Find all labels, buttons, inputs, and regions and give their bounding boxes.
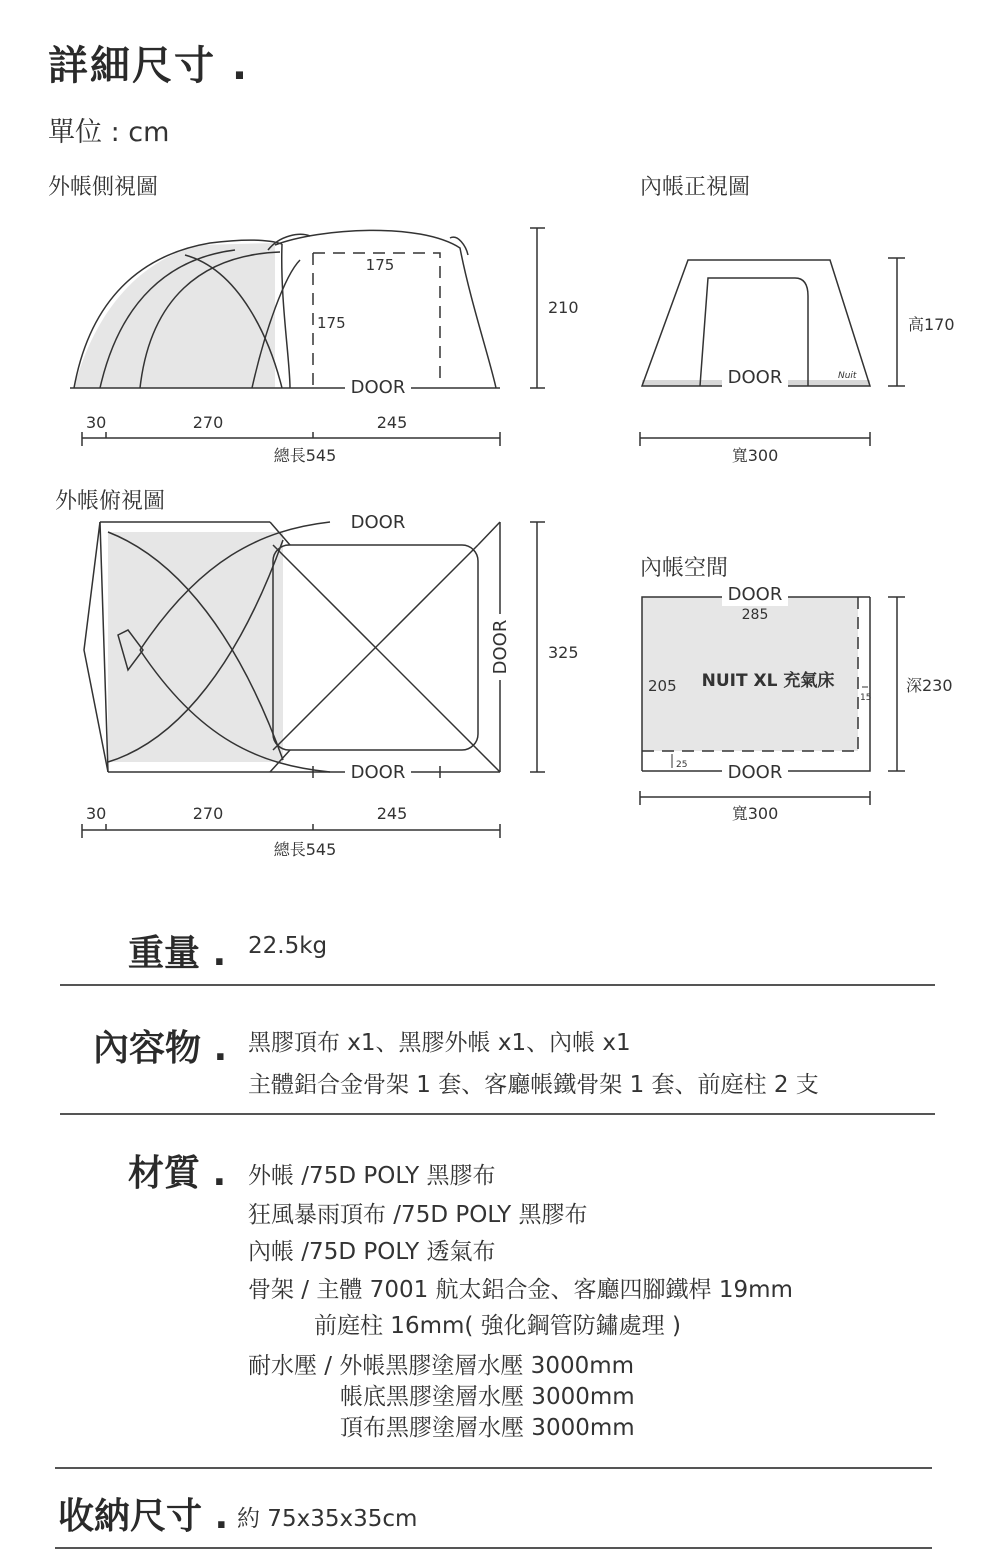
material-title: 材質 .	[128, 1153, 227, 1194]
front-width-label: 寬300	[731, 446, 779, 465]
side-top-width-label: 175	[365, 256, 395, 274]
bed-name-label: NUIT XL 充氣床	[701, 671, 835, 691]
side-seg2-label: 270	[192, 413, 224, 432]
storage-value: 約 75x35x35cm	[237, 1506, 418, 1532]
side-seg1-label: 30	[86, 413, 107, 432]
material-line-5: 前庭柱 16mm( 強化鋼管防鏽處理 )	[314, 1313, 681, 1339]
side-canopy-arc	[275, 230, 496, 388]
space-door-top-label: DOOR	[727, 584, 783, 605]
storage-title: 收納尺寸 .	[58, 1496, 229, 1537]
gap-bottom-label: 25	[676, 760, 688, 770]
inner-front-caption: 內帳正視圖	[640, 175, 751, 200]
top-door-bottom-label: DOOR	[350, 762, 406, 783]
top-seg1-label: 30	[86, 804, 107, 823]
weight-value: 22.5kg	[248, 933, 328, 959]
front-logo: Nuit	[838, 371, 857, 381]
unit-label: 單位 : cm	[48, 117, 170, 148]
material-line-7: 帳底黑膠塗層水壓 3000mm	[340, 1384, 635, 1410]
divider-4	[55, 1547, 932, 1549]
divider-3	[55, 1467, 932, 1469]
material-line-3: 內帳 /75D POLY 透氣布	[248, 1239, 496, 1265]
top-corner-tr	[478, 522, 500, 545]
top-seg3-label: 245	[376, 804, 408, 823]
top-shaded-area	[108, 532, 283, 762]
outer-side-view	[70, 228, 545, 446]
space-depth-label: 深230	[906, 676, 953, 695]
side-canopy-front	[282, 244, 290, 388]
inner-space-caption: 內帳空間	[640, 556, 729, 581]
material-line-2: 狂風暴雨頂布 /75D POLY 黑膠布	[248, 1202, 588, 1228]
side-total-label: 總長545	[273, 446, 337, 465]
side-seg3-label: 245	[376, 413, 408, 432]
front-height-label: 高170	[908, 315, 955, 334]
top-depth-label: 325	[548, 643, 579, 662]
side-inner-height-label: 175	[317, 314, 346, 332]
front-door-label: DOOR	[727, 367, 783, 388]
top-seg2-label: 270	[192, 804, 224, 823]
top-total-label: 總長545	[273, 840, 337, 859]
weight-title: 重量 .	[128, 933, 227, 974]
inner-front-view	[640, 258, 905, 446]
contents-title: 內容物 .	[93, 1028, 228, 1069]
space-door-bottom-label: DOOR	[727, 762, 783, 783]
top-door-right-label: DOOR	[490, 619, 511, 675]
contents-line-2: 主體鋁合金骨架 1 套、客廳帳鐵骨架 1 套、前庭柱 2 支	[248, 1072, 819, 1098]
side-height-label: 210	[548, 298, 579, 317]
contents-line-1: 黑膠頂布 x1、黑膠外帳 x1、內帳 x1	[248, 1030, 631, 1056]
material-line-1: 外帳 /75D POLY 黑膠布	[248, 1163, 496, 1189]
top-corner-br	[478, 750, 500, 772]
outer-side-caption: 外帳側視圖	[48, 175, 159, 200]
material-line-6: 耐水壓 / 外帳黑膠塗層水壓 3000mm	[248, 1353, 635, 1379]
space-width-label: 寬300	[731, 804, 779, 823]
side-shaded-area	[74, 243, 275, 388]
top-door-top-label: DOOR	[350, 512, 406, 533]
side-door-label: DOOR	[350, 377, 406, 398]
outer-top-view	[82, 522, 545, 838]
bed-depth-label: 205	[648, 677, 677, 695]
divider-2	[60, 1113, 935, 1115]
gap-right-label: 15	[860, 693, 872, 703]
material-line-4: 骨架 / 主體 7001 航太鋁合金、客廳四腳鐵桿 19mm	[248, 1277, 793, 1303]
divider-1	[60, 984, 935, 986]
outer-top-caption: 外帳俯視圖	[55, 489, 166, 514]
page-title: 詳細尺寸 .	[48, 43, 250, 89]
material-line-8: 頂布黑膠塗層水壓 3000mm	[340, 1415, 635, 1441]
bed-width-label: 285	[741, 607, 769, 623]
